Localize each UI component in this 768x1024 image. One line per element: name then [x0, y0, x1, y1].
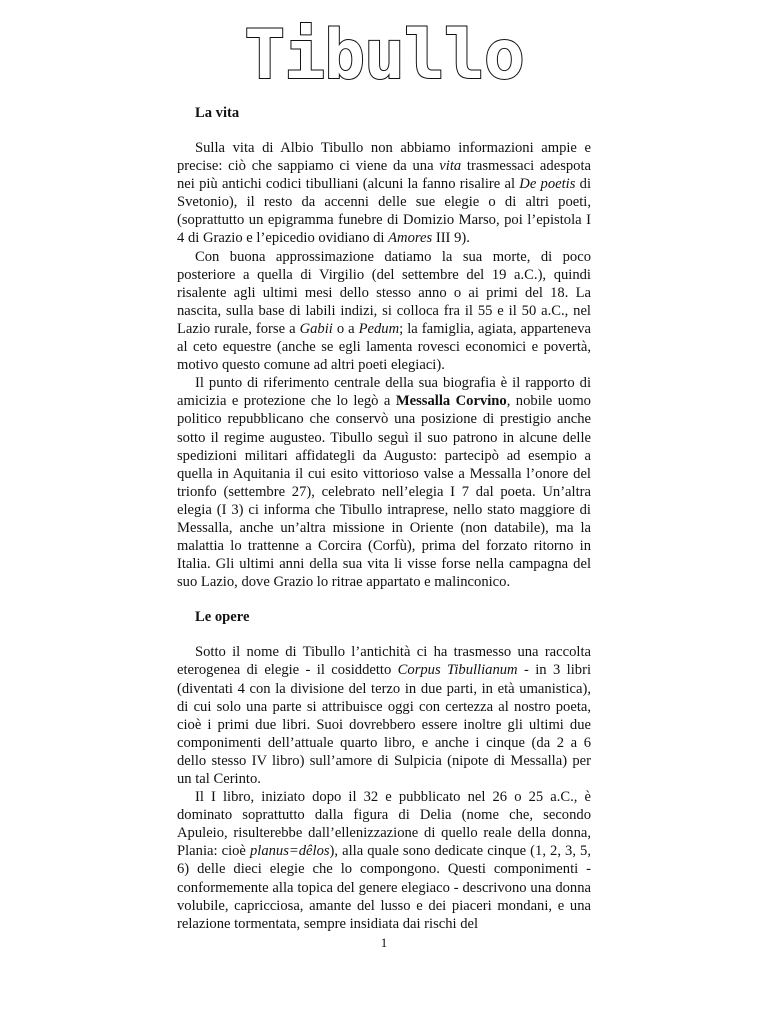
- text-run: Il punto di riferimento centrale della sua biografia è il rapporto di amicizia e protezione che lo legò a: [177, 375, 591, 410]
- text-run: di Svetonio), il resto da accenni delle sue elegie o di altri poeti, (soprattutto un epigramma funebre di Domizio Marso, poi l’epistola I 4 di Grazio e l’epicedio ovidiano di: [177, 176, 591, 247]
- document-title: Tibullo: [244, 16, 524, 95]
- text-run: Con buona approssimazione datiamo la sua morte, di poco posteriore a quella di Virgilio (del settembre del 19 a.C.), quindi risalente agli ultimi mesi dello stesso anno o ai primi del 18. La nascita, sulla base di labili indizi, si colloca fra il 55 e il 50 a.C., nel Lazio rurale, forse a: [177, 248, 591, 337]
- italic-text: Pedum: [358, 320, 400, 337]
- bold-text: Messalla Corvino: [395, 393, 507, 410]
- paragraph: [177, 139, 591, 248]
- italic-text: Amores: [388, 230, 433, 247]
- text-run: o a: [332, 320, 359, 337]
- text-run: Sotto il nome di Tibullo l’antichità ci ha trasmesso una raccolta eterogenea di elegie - il cosiddetto: [177, 644, 591, 679]
- text-run: ), alla quale sono dedicate cinque (1, 2, 3, 5, 6) delle dieci elegie che lo compongono. Questi componimenti - conformemente alla topica del genere elegiaco - descrivono una donna volubile, capricciosa, amante del lusso e dei piaceri mondani, e una relazione tormentata, sempre insidiata dai rischi del: [177, 843, 591, 932]
- italic-text: Gabii: [299, 320, 333, 337]
- paragraph: [177, 788, 591, 933]
- text-run: Sulla vita di Albio Tibullo non abbiamo informazioni ampie e precise: ciò che sappiamo ci viene da una: [177, 140, 591, 175]
- page-number: 1: [380, 935, 388, 950]
- italic-text: planus=dêlos: [249, 843, 330, 860]
- text-run: , nobile uomo politico repubblicano che conservò una posizione di prestigio anche sotto il regime augusteo. Tibullo seguì il suo patrono in alcune delle spedizioni militari affidategli da Augusto: partecipò ad esempio a quella in Aquitania il cui esito vittorioso valse a Messalla l’onore del trionfo (settembre 27), celebrato nell’elegia I 7 dal poeta. Un’altra elegia (I 3) ci informa che Tibullo intraprese, nello stato maggiore di Messalla, anche un’altra missione in Oriente (non databile), ma la malattia lo trattenne a Corcira (Corfù), prima del forzato ritorno in Italia. Gli ultimi anni della sua vita li visse forse nella campagna del suo Lazio, dove Grazio lo ritrae appartato e malinconico.: [177, 393, 591, 591]
- section-heading-vita: La vita: [195, 105, 240, 121]
- paragraph: [177, 643, 591, 788]
- italic-text: Corpus Tibullianum: [397, 662, 518, 679]
- text-run: ; la famiglia, agiata, apparteneva al ceto equestre (anche se egli lamenta rovesci economici e povertà, motivo questo comune ad altri poeti elegiaci).: [177, 320, 591, 374]
- text-run: Il I libro, iniziato dopo il 32 e pubblicato nel 26 o 25 a.C., è dominato soprattutto dalla figura di Delia (nome che, secondo Apuleio, risulterebbe dall’ellenizzazione di quello reale della donna, Plania: cioè: [177, 789, 591, 860]
- section-heading-opere: Le opere: [195, 609, 250, 626]
- paragraph: [177, 374, 591, 591]
- italic-text: De poetis: [519, 176, 576, 193]
- italic-text: vita: [439, 158, 462, 175]
- document-body: [177, 104, 591, 933]
- paragraph: [177, 248, 591, 375]
- text-run: III 9).: [432, 230, 470, 247]
- text-run: - in 3 libri (diventati 4 con la divisione del terzo in due parti, in età umanistica), di cui solo una parte si attribuisce oggi con certezza al nostro poeta, cioè i primi due libri. Suoi dovrebbero essere inoltre gli ultimi due componimenti dell’attuale quarto libro, e anche i cinque (da 2 a 6 dello stesso IV libro) sull’amore di Sulpicia (nipote di Messalla) per un tal Cerinto.: [177, 662, 591, 787]
- text-run: trasmessaci adespota nei più antichi codici tibulliani (alcuni la fanno risalire al: [177, 158, 591, 193]
